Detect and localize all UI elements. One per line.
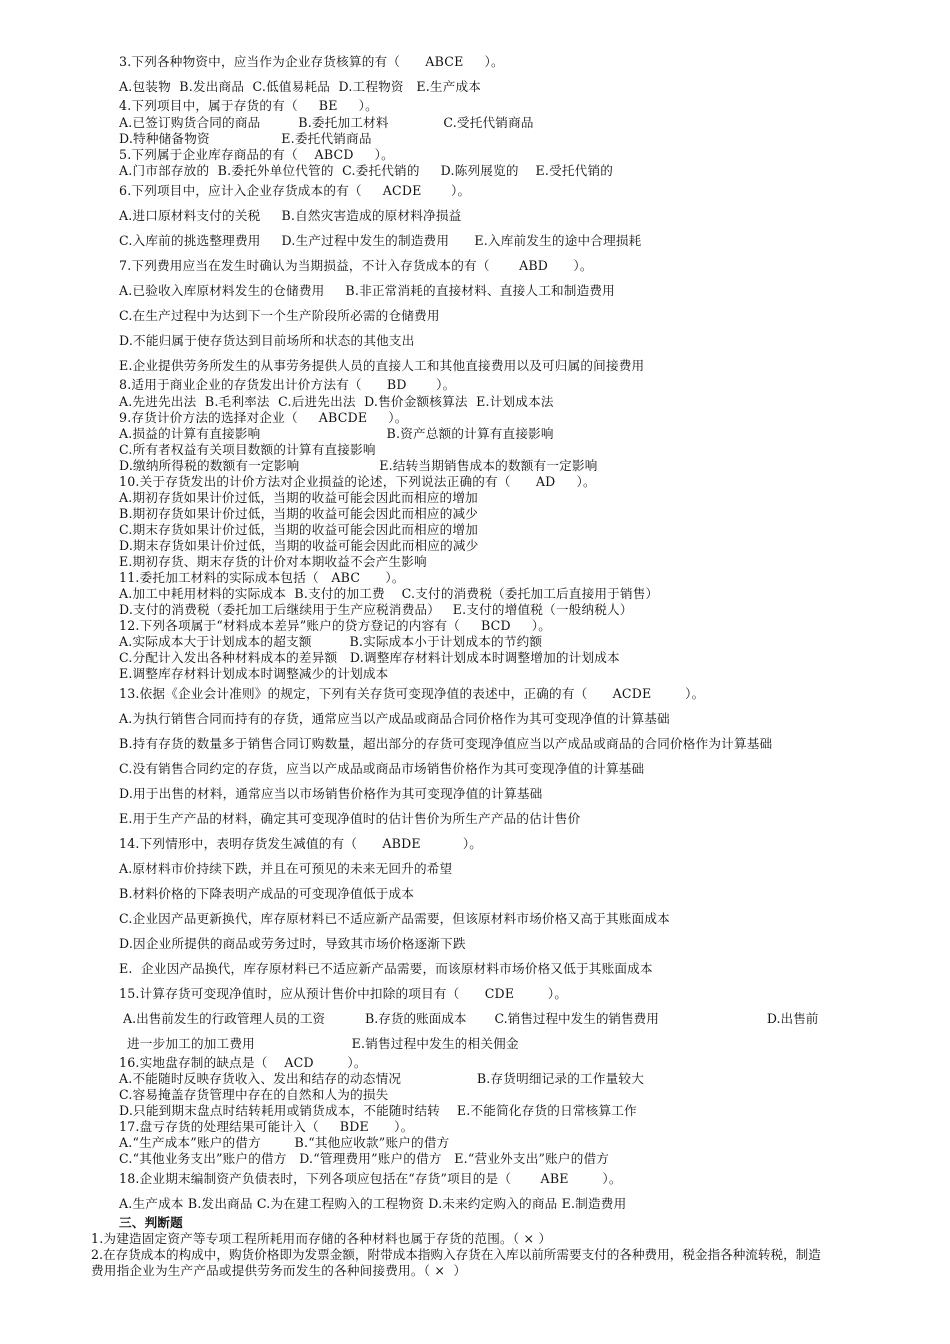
question-10-option-d: D.期末存货如果计价过低，当期的收益可能会因此而相应的减少 (119, 538, 479, 553)
question-14-option-b: B.材料价格的下降表明产成品的可变现净值低于成本 (119, 886, 415, 901)
question-7-option-ab: A.已验收入库原材料发生的仓储费用 B.非正常消耗的直接材料、直接人工和制造费用 (119, 283, 615, 298)
question-16-stem: 16.实地盘存制的缺点是（ ACD ）。 (119, 1055, 367, 1070)
question-14-stem: 14.下列情形中，表明存货发生减值的有（ ABDE ）。 (119, 836, 483, 851)
question-16-options-3: D.只能到期末盘点时结转耗用或销货成本，不能随时结转 E.不能简化存货的日常核算工作 (119, 1103, 637, 1118)
question-12-stem: 12.下列各项属于“材料成本差异”账户的贷方登记的内容有（ BCD ）。 (119, 618, 552, 633)
question-10-stem: 10.关于存货发出的计价方法对企业损益的论述，下列说法正确的有（ AD ）。 (119, 474, 596, 489)
question-17-options-1: A.“生产成本”账户的借方 B.“其他应收款”账户的借方 (119, 1135, 450, 1150)
question-16-options-2: C.容易掩盖存货管理中存在的自然和人为的损失 (119, 1087, 389, 1102)
question-8-stem: 8.适用于商业企业的存货发出计价方法有（ BD ）。 (119, 377, 456, 392)
question-12-options-2: C.分配计入发出各种材料成本的差异额 D.调整库存材料计划成本时调整增加的计划成本 (119, 650, 620, 665)
question-6-options-2: C.入库前的挑选整理费用 D.生产过程中发生的制造费用 E.入库前发生的途中合理损耗 (119, 233, 642, 248)
question-3-stem: 3.下列各种物资中，应当作为企业存货核算的有（ ABCE ）。 (119, 54, 504, 69)
question-15-stem: 15.计算存货可变现净值时，应从预计售价中扣除的项目有（ CDE ）。 (119, 986, 568, 1001)
question-5-options: A.门市部存放的 B.委托外单位代管的 C.委托代销的 D.陈列展览的 E.受托代销的 (119, 163, 614, 178)
question-14-option-d: D.因企业所提供的商品或劳务过时，导致其市场价格逐渐下跌 (119, 936, 466, 951)
question-3-options: A.包装物 B.发出商品 C.低值易耗品 D.工程物资 E.生产成本 (119, 79, 482, 94)
question-14-option-c: C.企业因产品更新换代，库存原材料已不适应新产品需要，但该原材料市场价格又高于其账面成本 (119, 911, 670, 926)
question-10-option-c: C.期末存货如果计价过低，当期的收益可能会因此而相应的增加 (119, 522, 479, 537)
true-false-item-2-line-2: 费用指企业为生产产品或提供劳务而发生的各种间接费用。（ × ） (91, 1263, 467, 1278)
question-8-options: A.先进先出法 B.毛利率法 C.后进先出法 D.售价金额核算法 E.计划成本法 (119, 394, 554, 409)
question-13-option-d: D.用于出售的材料，通常应当以市场销售价格作为其可变现净值的计算基础 (119, 786, 543, 801)
question-9-options-3: D.缴纳所得税的数额有一定影响 E.结转当期销售成本的数额有一定影响 (119, 458, 598, 473)
question-10-option-e: E.期初存货、期末存货的计价对本期收益不会产生影响 (119, 554, 427, 569)
question-15-options-1: A.出售前发生的行政管理人员的工资 B.存货的账面成本 C.销售过程中发生的销售费用 D.出售前 (123, 1011, 819, 1026)
question-11-stem: 11.委托加工材料的实际成本包括（ ABC ）。 (119, 570, 405, 585)
question-11-options-2: D.支付的消费税（委托加工后继续用于生产应税消费品） E.支付的增值税（一般纳税人） (119, 602, 633, 617)
question-7-option-c: C.在生产过程中为达到下一个生产阶段所必需的仓储费用 (119, 308, 440, 323)
question-12-options-1: A.实际成本大于计划成本的超支额 B.实际成本小于计划成本的节约额 (119, 634, 543, 649)
question-9-stem: 9.存货计价方法的选择对企业（ ABCDE ）。 (119, 410, 408, 425)
question-6-stem: 6.下列项目中，应计入企业存货成本的有（ ACDE ）。 (119, 183, 471, 198)
question-14-option-a: A.原材料市价持续下跌，并且在可预见的未来无回升的希望 (119, 861, 453, 876)
true-false-item-2-line-1: 2.在存货成本的构成中，购货价格即为发票金额，附带成本指购入存货在入库以前所需要支付的各种费用，税金指各种流转税，制造 (91, 1247, 821, 1262)
question-12-options-3: E.调整库存材料计划成本时调整减少的计划成本 (119, 666, 389, 681)
question-9-options-2: C.所有者权益有关项目数额的计算有直接影响 (119, 442, 376, 457)
question-13-option-a: A.为执行销售合同而持有的存货，通常应当以产成品或商品合同价格作为其可变现净值的计算基础 (119, 711, 670, 726)
question-7-option-d: D.不能归属于使存货达到目前场所和状态的其他支出 (119, 333, 415, 348)
section-heading-true-false: 三、判断题 (119, 1215, 183, 1230)
question-18-options: A.生产成本 B.发出商品 C.为在建工程购入的工程物资 D.未来约定购入的商品 E.制造费用 (119, 1196, 627, 1211)
question-11-options-1: A.加工中耗用材料的实际成本 B.支付的加工费 C.支付的消费税（委托加工后直接用于销售） (119, 586, 659, 601)
question-16-options-1: A.不能随时反映存货收入、发出和结存的动态情况 B.存货明细记录的工作量较大 (119, 1071, 645, 1086)
question-4-options-2: D.特种储备物资 E.委托代销商品 (119, 131, 372, 146)
question-17-options-2: C.“其他业务支出”账户的借方 D.“管理费用”账户的借方 E.“营业外支出”账户的借方 (119, 1151, 610, 1166)
question-4-options-1: A.已签订购货合同的商品 B.委托加工材料 C.受托代销商品 (119, 115, 534, 130)
question-10-option-b: B.期初存货如果计价过低，当期的收益可能会因此而相应的减少 (119, 506, 479, 521)
question-18-stem: 18.企业期末编制资产负债表时，下列各项应包括在“存货”项目的是（ ABE ）。 (119, 1171, 622, 1186)
question-6-options-1: A.进口原材料支付的关税 B.自然灾害造成的原材料净损益 (119, 208, 462, 223)
question-10-option-a: A.期初存货如果计价过低，当期的收益可能会因此而相应的增加 (119, 490, 478, 505)
true-false-item-1: 1.为建造固定资产等专项工程所耗用而存储的各种材料也属于存货的范围。（ × ） (91, 1231, 552, 1246)
question-13-option-e: E.用于生产产品的材料，确定其可变现净值时的估计售价为所生产产品的估计售价 (119, 811, 581, 826)
question-14-option-e: E. 企业因产品换代，库存原材料已不适应新产品需要，而该原材料市场价格又低于其账面成本 (119, 961, 653, 976)
question-17-stem: 17.盘亏存货的处理结果可能计入（ BDE ）。 (119, 1119, 414, 1134)
question-4-stem: 4.下列项目中，属于存货的有（ BE ）。 (119, 98, 378, 113)
question-13-option-b: B.持有存货的数量多于销售合同订购数量，超出部分的存货可变现净值应当以产成品或商品的合同价格作为计算基础 (119, 736, 773, 751)
question-7-option-e: E.企业提供劳务所发生的从事劳务提供人员的直接人工和其他直接费用以及可归属的间接费用 (119, 358, 645, 373)
question-9-options-1: A.损益的计算有直接影响 B.资产总额的计算有直接影响 (119, 426, 554, 441)
question-7-stem: 7.下列费用应当在发生时确认为当期损益，不计入存货成本的有（ ABD ）。 (119, 258, 593, 273)
question-13-stem: 13.依据《企业会计准则》的规定，下列有关存货可变现净值的表述中，正确的有（ ACDE ）。 (119, 686, 705, 701)
question-13-option-c: C.没有销售合同约定的存货，应当以产成品或商品市场销售价格作为其可变现净值的计算基础 (119, 761, 645, 776)
question-15-options-2: 进一步加工的加工费用 E.销售过程中发生的相关佣金 (127, 1036, 519, 1051)
question-5-stem: 5.下列属于企业库存商品的有（ ABCD ）。 (119, 147, 394, 162)
